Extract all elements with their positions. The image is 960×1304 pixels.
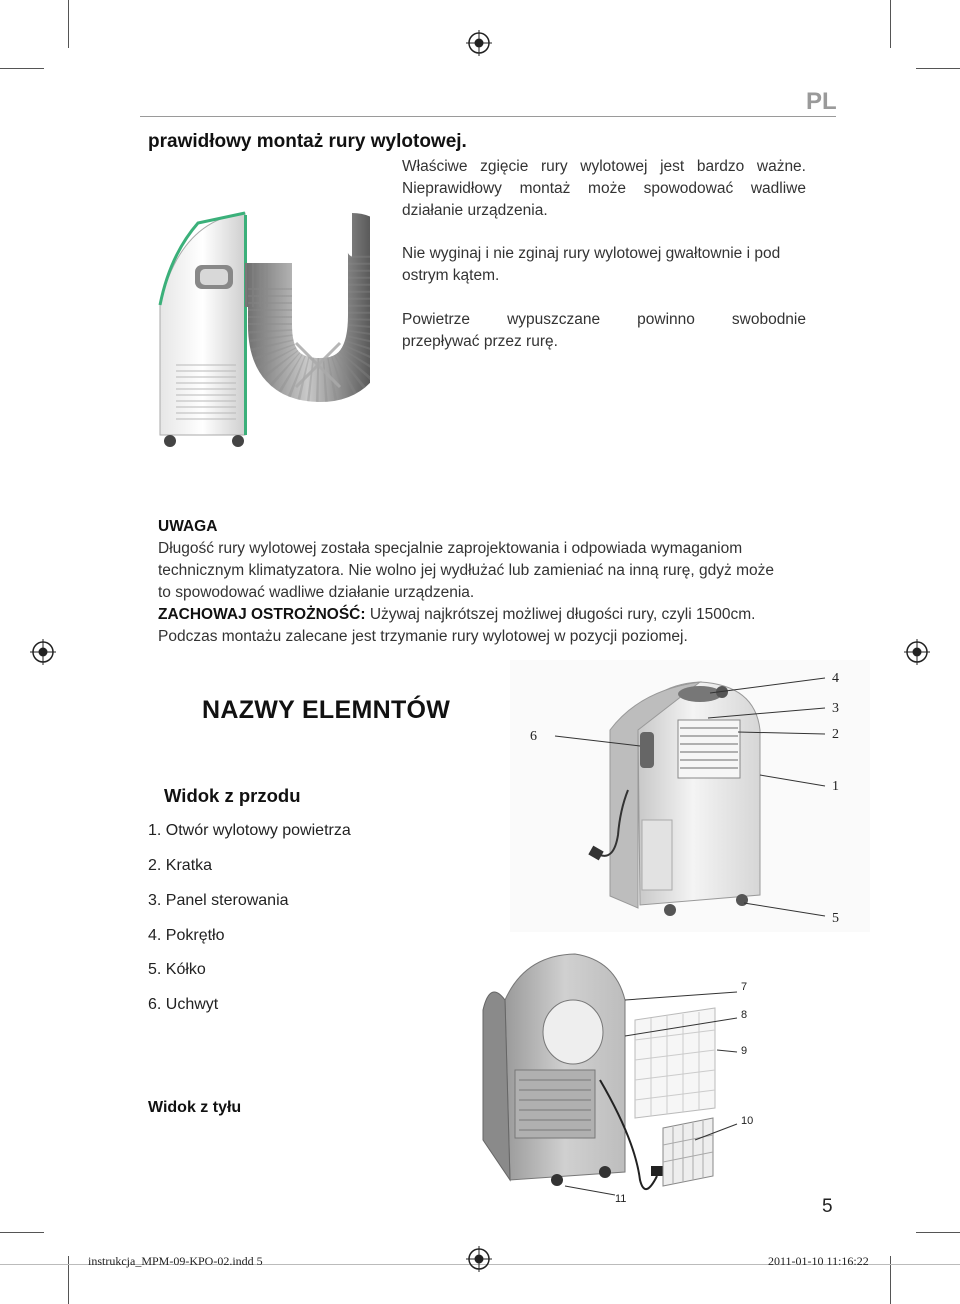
callout-9: 9 [741,1045,748,1057]
list-item: 1. Otwór wylotowy powietrza [148,822,351,839]
footer-filename: instrukcja_MPM-09-KPO-02.indd 5 [88,1254,263,1268]
caution-line: ZACHOWAJ OSTROŻNOŚĆ: Używaj najkrótszej możliwej długości rury, czyli 1500cm. [158,606,756,623]
callout-7: 7 [741,981,748,993]
list-item: 5. Kółko [148,961,206,978]
front-view-illustration [510,660,870,932]
callout-10: 10 [741,1115,754,1127]
section-title: prawidłowy montaż rury wylotowej. [148,131,467,152]
paragraph-airflow: Powietrze wypuszczane powinno swobodnie przepływać przez rurę. [402,311,806,350]
notice-heading: UWAGA [158,518,218,535]
callout-2: 2 [832,727,839,742]
list-item: 4. Pokrętło [148,927,225,944]
paragraph-angle: Nie wyginaj i nie zginaj rury wylotowej gwałtownie i pod ostrym kątem. [402,245,781,284]
callout-6: 6 [530,729,537,744]
callout-3: 3 [832,701,839,716]
list-item: 6. Uchwyt [148,996,219,1013]
back-view-illustration [465,940,785,1210]
callout-5: 5 [832,911,839,926]
paragraph-bending: Właściwe zgięcie rury wylotowej jest bardzo ważne. Nieprawidłowy montaż może spowodować wadliwe działanie urządzenia. [402,158,806,219]
list-item: 3. Panel sterowania [148,892,289,909]
registration-mark-icon [904,639,930,665]
callout-1: 1 [832,779,839,794]
parts-title: NAZWY ELEMNTÓW [202,696,451,724]
header-rule [140,116,836,117]
registration-mark-icon [30,639,56,665]
exhaust-hose-illustration [140,195,370,450]
callout-11: 11 [615,1193,627,1205]
registration-mark-icon [466,30,492,56]
notice-block: UWAGA Długość rury wylotowej została specjalnie zaprojektowania i odpowiada wymaganiom technicznym klimatyzatora. Nie wolno jej wydłużać lub zamieniać na inną rurę, gdyż może to spowodować wadliwe działanie urządzenia. ZACHOWAJ OSTROŻNOŚĆ: Używaj najkrótszej możliwej długości rury, czyli 1500cm. Podczas montażu zalecane jest trzymanie rury wylotowej w pozycji poziomej. [158,516,818,648]
callout-8: 8 [741,1009,748,1021]
list-item: 2. Kratka [148,857,213,874]
footer-timestamp: 2011-01-10 11:16:22 [768,1254,869,1268]
page-number: 5 [822,1196,833,1217]
language-label: PL [806,88,837,115]
back-view-title: Widok z tyłu [148,1099,242,1116]
front-view-title: Widok z przodu [164,785,301,806]
callout-4: 4 [832,671,839,686]
registration-mark-icon [466,1246,492,1272]
